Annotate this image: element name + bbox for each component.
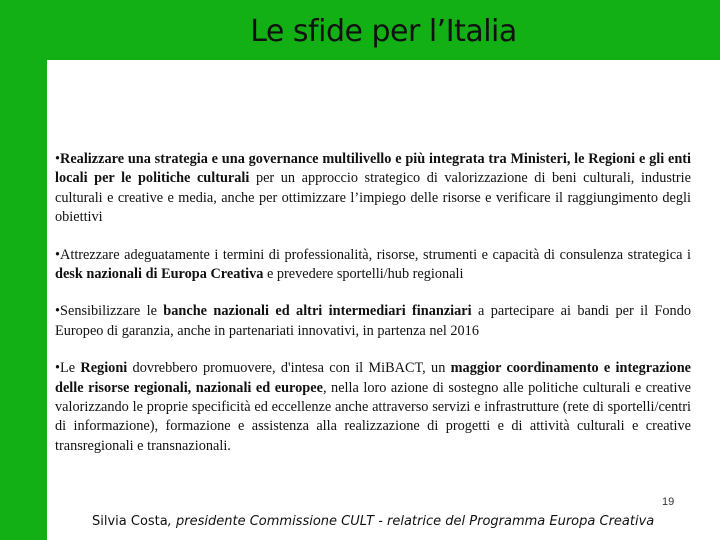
bullet-marker: • — [55, 360, 61, 377]
footer-role: , presidente Commissione CULT - relatrice del Programma Europa Creativa — [167, 514, 655, 529]
bullet-regions — [55, 359, 691, 456]
bullet-marker: • — [55, 303, 61, 320]
bullet-marker: • — [55, 246, 61, 263]
bullet-desk — [55, 246, 691, 285]
slide-title: Le sfide per l’Italia — [250, 14, 517, 49]
bullet-desk-bold: desk nazionali di Europa Creativa — [55, 266, 264, 283]
bullet-strategy-text: per un approccio strategico di valorizzazione di beni culturali, industrie culturali e creative e media, anche per ottimizzare l’impiego delle risorse e verificare il raggiungimento degli obiettivi — [55, 170, 691, 226]
left-accent-bar — [0, 0, 47, 540]
bullet-strategy — [55, 150, 691, 228]
bullet-banks-bold: banche nazionali ed altri intermediari finanziari — [163, 303, 472, 320]
bullet-strategy-bold: Realizzare una strategia e una governance multilivello e più integrata tra Ministeri, le Regioni e gli enti locali per le politiche culturali — [55, 151, 691, 187]
bullet-regions-text: Le — [60, 360, 81, 377]
bullet-regions-text-end: , nella loro azione di sostegno alle politiche culturali e creative valorizzando le proprie specificità ed eccellenze anche attraverso servizi e infrastrutture (rete di sportelli/centri di informazione), formazione e assistenza alla realizzazione di progetti e di attività culturali e creative transregionali e transnazionali. — [55, 379, 691, 454]
bullet-banks-text-end: a partecipare ai bandi per il Fondo Europeo di garanzia, anche in partenariati innovativi, in partenza nel 2016 — [55, 303, 691, 339]
footer-credit — [92, 514, 654, 529]
bullet-desk-text-end: e prevedere sportelli/hub regionali — [263, 266, 464, 283]
bullet-banks-text: Sensibilizzare le — [60, 303, 164, 320]
bullet-regions-bold-2: maggior coordinamento e integrazione delle risorse regionali, nazionali ed europee — [55, 360, 691, 396]
bullet-marker: • — [55, 151, 61, 167]
footer-name: Silvia Costa — [92, 514, 168, 529]
page-number: 19 — [662, 496, 675, 508]
bullet-regions-bold: Regioni — [80, 360, 128, 377]
bullet-banks — [55, 302, 691, 341]
bullet-desk-text: Attrezzare adeguatamente i termini di professionalità, risorse, strumenti e capacità di consulenza strategica i — [60, 246, 691, 263]
bullet-regions-text-mid: dovrebbero promuovere, d'intesa con il MiBACT, un — [127, 360, 451, 377]
slide-body — [55, 150, 691, 474]
